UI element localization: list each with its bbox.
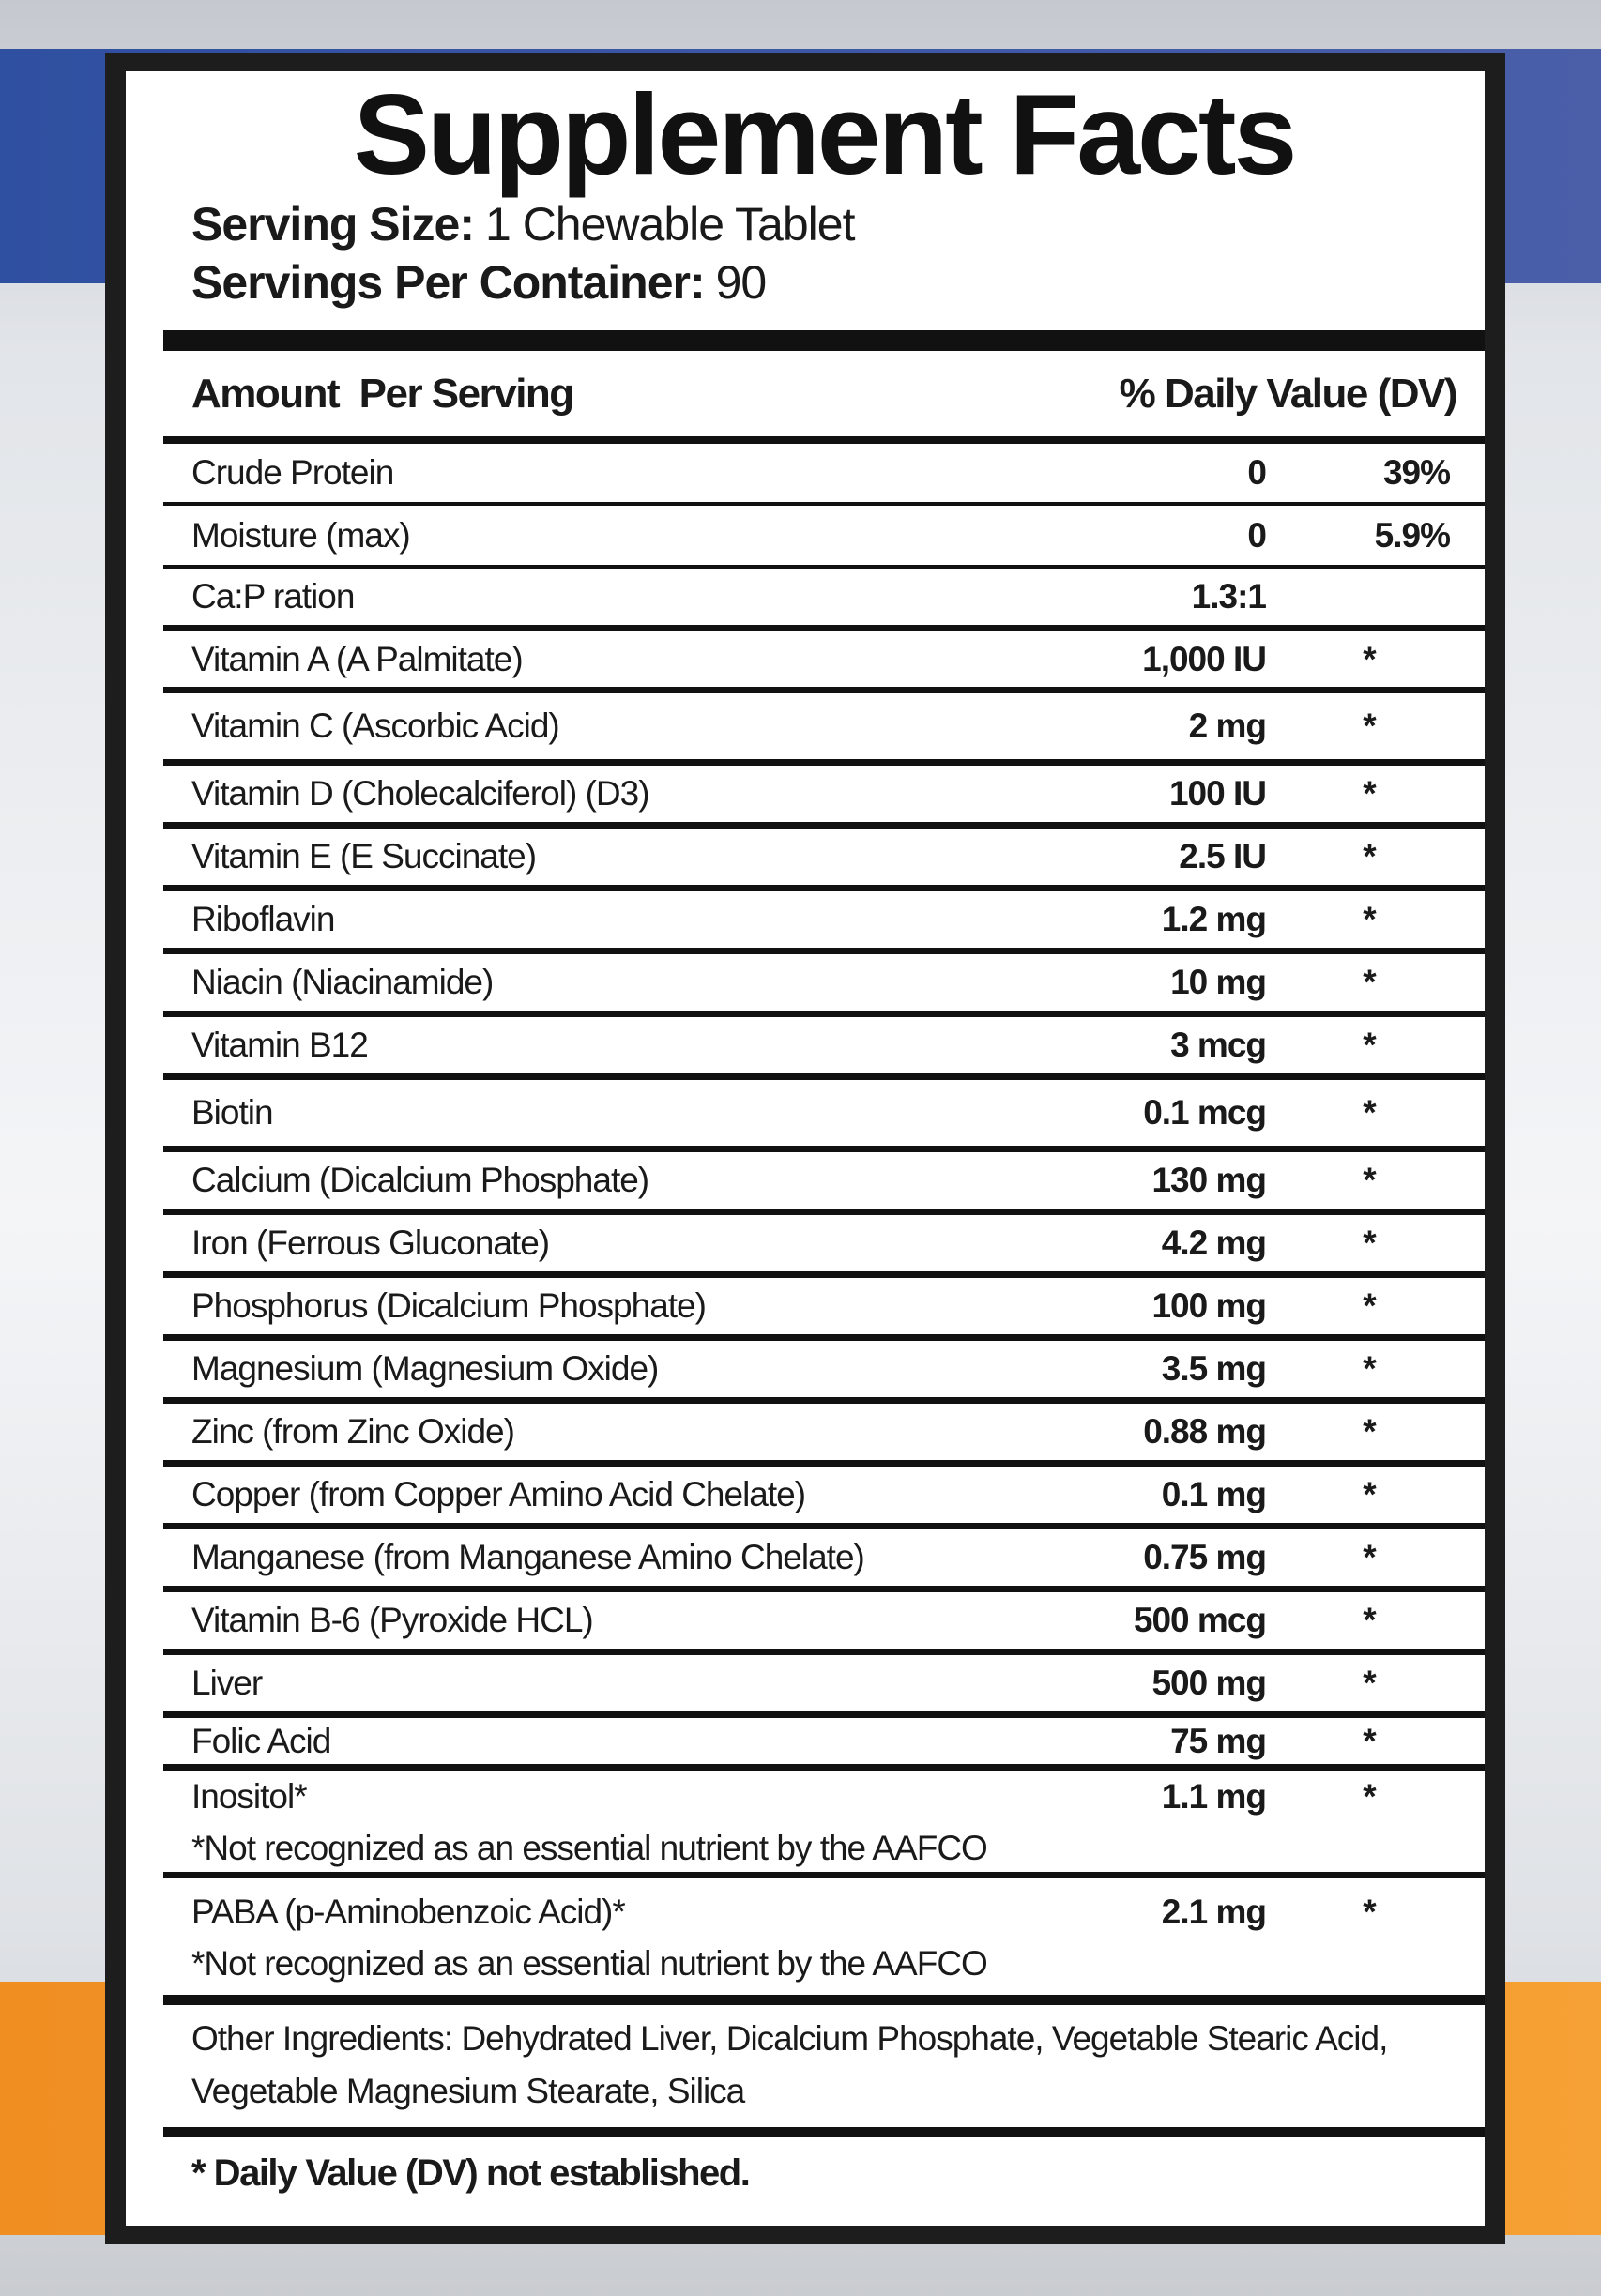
supplement-facts-panel <box>105 53 1505 2244</box>
row-daily-value: 5.9% <box>1374 515 1450 555</box>
row-name: Iron (Ferrous Gluconate) <box>191 1224 550 1262</box>
row-name: Folic Acid <box>191 1721 331 1760</box>
label-title: Supplement Facts <box>353 70 1295 198</box>
row-daily-value: * <box>1363 1601 1376 1639</box>
row-daily-value: * <box>1363 1893 1376 1931</box>
row-amount: 500 mg <box>1151 1664 1266 1702</box>
row-name: Liver <box>191 1664 263 1702</box>
table-row <box>163 766 1485 829</box>
row-daily-value: * <box>1363 900 1376 938</box>
row-amount: 100 IU <box>1168 774 1266 813</box>
row-amount: 0 <box>1247 453 1266 492</box>
table-row <box>163 1278 1485 1341</box>
row-daily-value: * <box>1363 1224 1376 1262</box>
table-row <box>163 1467 1485 1529</box>
daily-value-header: % Daily Value (DV) <box>1119 370 1456 417</box>
table-row <box>163 693 1485 766</box>
row-name: Vitamin B12 <box>191 1026 368 1064</box>
table-row <box>163 1152 1485 1215</box>
row-daily-value: * <box>1363 1777 1376 1816</box>
row-amount: 1.2 mg <box>1161 900 1266 938</box>
row-name: Vitamin D (Cholecalciferol) (D3) <box>191 774 649 813</box>
table-row <box>163 506 1485 569</box>
table-row <box>163 829 1485 891</box>
row-amount: 10 mg <box>1170 963 1266 1001</box>
row-name: Vitamin A (A Palmitate) <box>191 639 523 678</box>
macro-rows <box>163 444 1485 631</box>
table-row <box>163 1017 1485 1080</box>
row-amount: 500 mcg <box>1133 1601 1266 1639</box>
table-row <box>163 1592 1485 1655</box>
table-row <box>163 1771 1485 1878</box>
row-daily-value: * <box>1363 1349 1376 1388</box>
row-amount: 2.5 IU <box>1179 837 1266 875</box>
row-amount: 1,000 IU <box>1142 639 1266 678</box>
servings-per-container <box>191 253 1485 312</box>
row-amount: 0.88 mg <box>1143 1412 1266 1451</box>
table-row <box>163 954 1485 1017</box>
table-row <box>163 444 1485 506</box>
serving-size <box>191 195 1485 253</box>
row-amount: 1.1 mg <box>1161 1777 1266 1816</box>
table-row <box>163 1080 1485 1152</box>
table-row <box>163 1718 1485 1771</box>
row-amount: 4.2 mg <box>1161 1224 1266 1262</box>
row-name: Crude Protein <box>191 453 394 492</box>
serving-size-value: 1 Chewable Tablet <box>485 198 855 251</box>
row-daily-value: * <box>1363 1412 1376 1451</box>
row-daily-value: 39% <box>1382 453 1450 492</box>
row-daily-value: * <box>1363 639 1376 678</box>
label-sheet <box>126 71 1485 2226</box>
row-amount: 3 mcg <box>1170 1026 1266 1064</box>
row-name: Phosphorus (Dicalcium Phosphate) <box>191 1286 706 1325</box>
row-name: Moisture (max) <box>191 515 410 555</box>
row-daily-value: * <box>1363 1161 1376 1199</box>
row-amount: 0 <box>1247 515 1266 555</box>
row-name: Niacin (Niacinamide) <box>191 963 494 1001</box>
other-ingredients: Other Ingredients: Dehydrated Liver, Dicalcium Phosphate, Vegetable Stearic Acid, Vegetable Magnesium Stearate, Silica <box>191 2019 1388 2110</box>
row-name: Copper (from Copper Amino Acid Chelate) <box>191 1475 806 1513</box>
row-daily-value: * <box>1363 1093 1376 1132</box>
row-note: *Not recognized as an essential nutrient by the AAFCO <box>191 1829 987 1867</box>
row-name: Biotin <box>191 1093 273 1132</box>
footnote: * Daily Value (DV) not established. <box>191 2152 750 2194</box>
servings-per-container-label: Servings Per Container: <box>191 256 705 309</box>
noted-rows <box>163 1771 1485 1995</box>
table-row <box>163 1215 1485 1278</box>
row-name: Inositol* <box>191 1777 307 1816</box>
thick-divider <box>163 330 1485 351</box>
table-row <box>163 1404 1485 1467</box>
row-daily-value: * <box>1363 1475 1376 1513</box>
table-row <box>163 1341 1485 1404</box>
row-daily-value: * <box>1363 963 1376 1001</box>
row-name: Magnesium (Magnesium Oxide) <box>191 1349 659 1388</box>
row-amount: 0.75 mg <box>1143 1538 1266 1576</box>
table-row <box>163 1655 1485 1718</box>
row-daily-value: * <box>1363 774 1376 813</box>
row-name: Zinc (from Zinc Oxide) <box>191 1412 514 1451</box>
row-amount: 2.1 mg <box>1161 1893 1266 1931</box>
row-name: Vitamin B-6 (Pyroxide HCL) <box>191 1601 593 1639</box>
row-name: PABA (p-Aminobenzoic Acid)* <box>191 1893 625 1931</box>
serving-size-label: Serving Size: <box>191 198 474 251</box>
row-daily-value: * <box>1363 1664 1376 1702</box>
row-daily-value: * <box>1363 1538 1376 1576</box>
row-main-line <box>163 1771 1485 1823</box>
amount-per-serving-header: Amount Per Serving <box>191 370 573 417</box>
row-name: Manganese (from Manganese Amino Chelate) <box>191 1538 864 1576</box>
table-row <box>163 891 1485 954</box>
row-daily-value: * <box>1363 1026 1376 1064</box>
row-main-line <box>163 1886 1485 1939</box>
nutrient-rows <box>163 631 1485 1771</box>
row-amount: 0.1 mg <box>1161 1475 1266 1513</box>
row-name: Vitamin C (Ascorbic Acid) <box>191 707 559 745</box>
table-header <box>163 351 1485 444</box>
row-amount: 75 mg <box>1170 1721 1266 1760</box>
row-amount: 1.3:1 <box>1191 577 1266 616</box>
row-name: Riboflavin <box>191 900 335 938</box>
table-row <box>163 1878 1485 1995</box>
servings-per-container-value: 90 <box>715 256 767 309</box>
heavy-divider <box>163 2127 1485 2137</box>
table-row <box>163 631 1485 693</box>
row-amount: 3.5 mg <box>1161 1349 1266 1388</box>
row-amount: 0.1 mcg <box>1143 1093 1266 1132</box>
row-amount: 2 mg <box>1188 707 1266 745</box>
row-name: Calcium (Dicalcium Phosphate) <box>191 1161 649 1199</box>
row-daily-value: * <box>1363 837 1376 875</box>
row-daily-value: * <box>1363 707 1376 745</box>
row-daily-value: * <box>1363 1721 1376 1760</box>
row-amount: 130 mg <box>1151 1161 1266 1199</box>
row-name: Ca:P ration <box>191 577 355 616</box>
table-row <box>163 569 1485 631</box>
table-row <box>163 1529 1485 1592</box>
heavy-divider <box>163 1995 1485 2005</box>
row-name: Vitamin E (E Succinate) <box>191 837 537 875</box>
row-daily-value: * <box>1363 1286 1376 1325</box>
row-amount: 100 mg <box>1151 1286 1266 1325</box>
label-content <box>163 71 1485 2195</box>
row-note: *Not recognized as an essential nutrient by the AAFCO <box>191 1944 987 1983</box>
